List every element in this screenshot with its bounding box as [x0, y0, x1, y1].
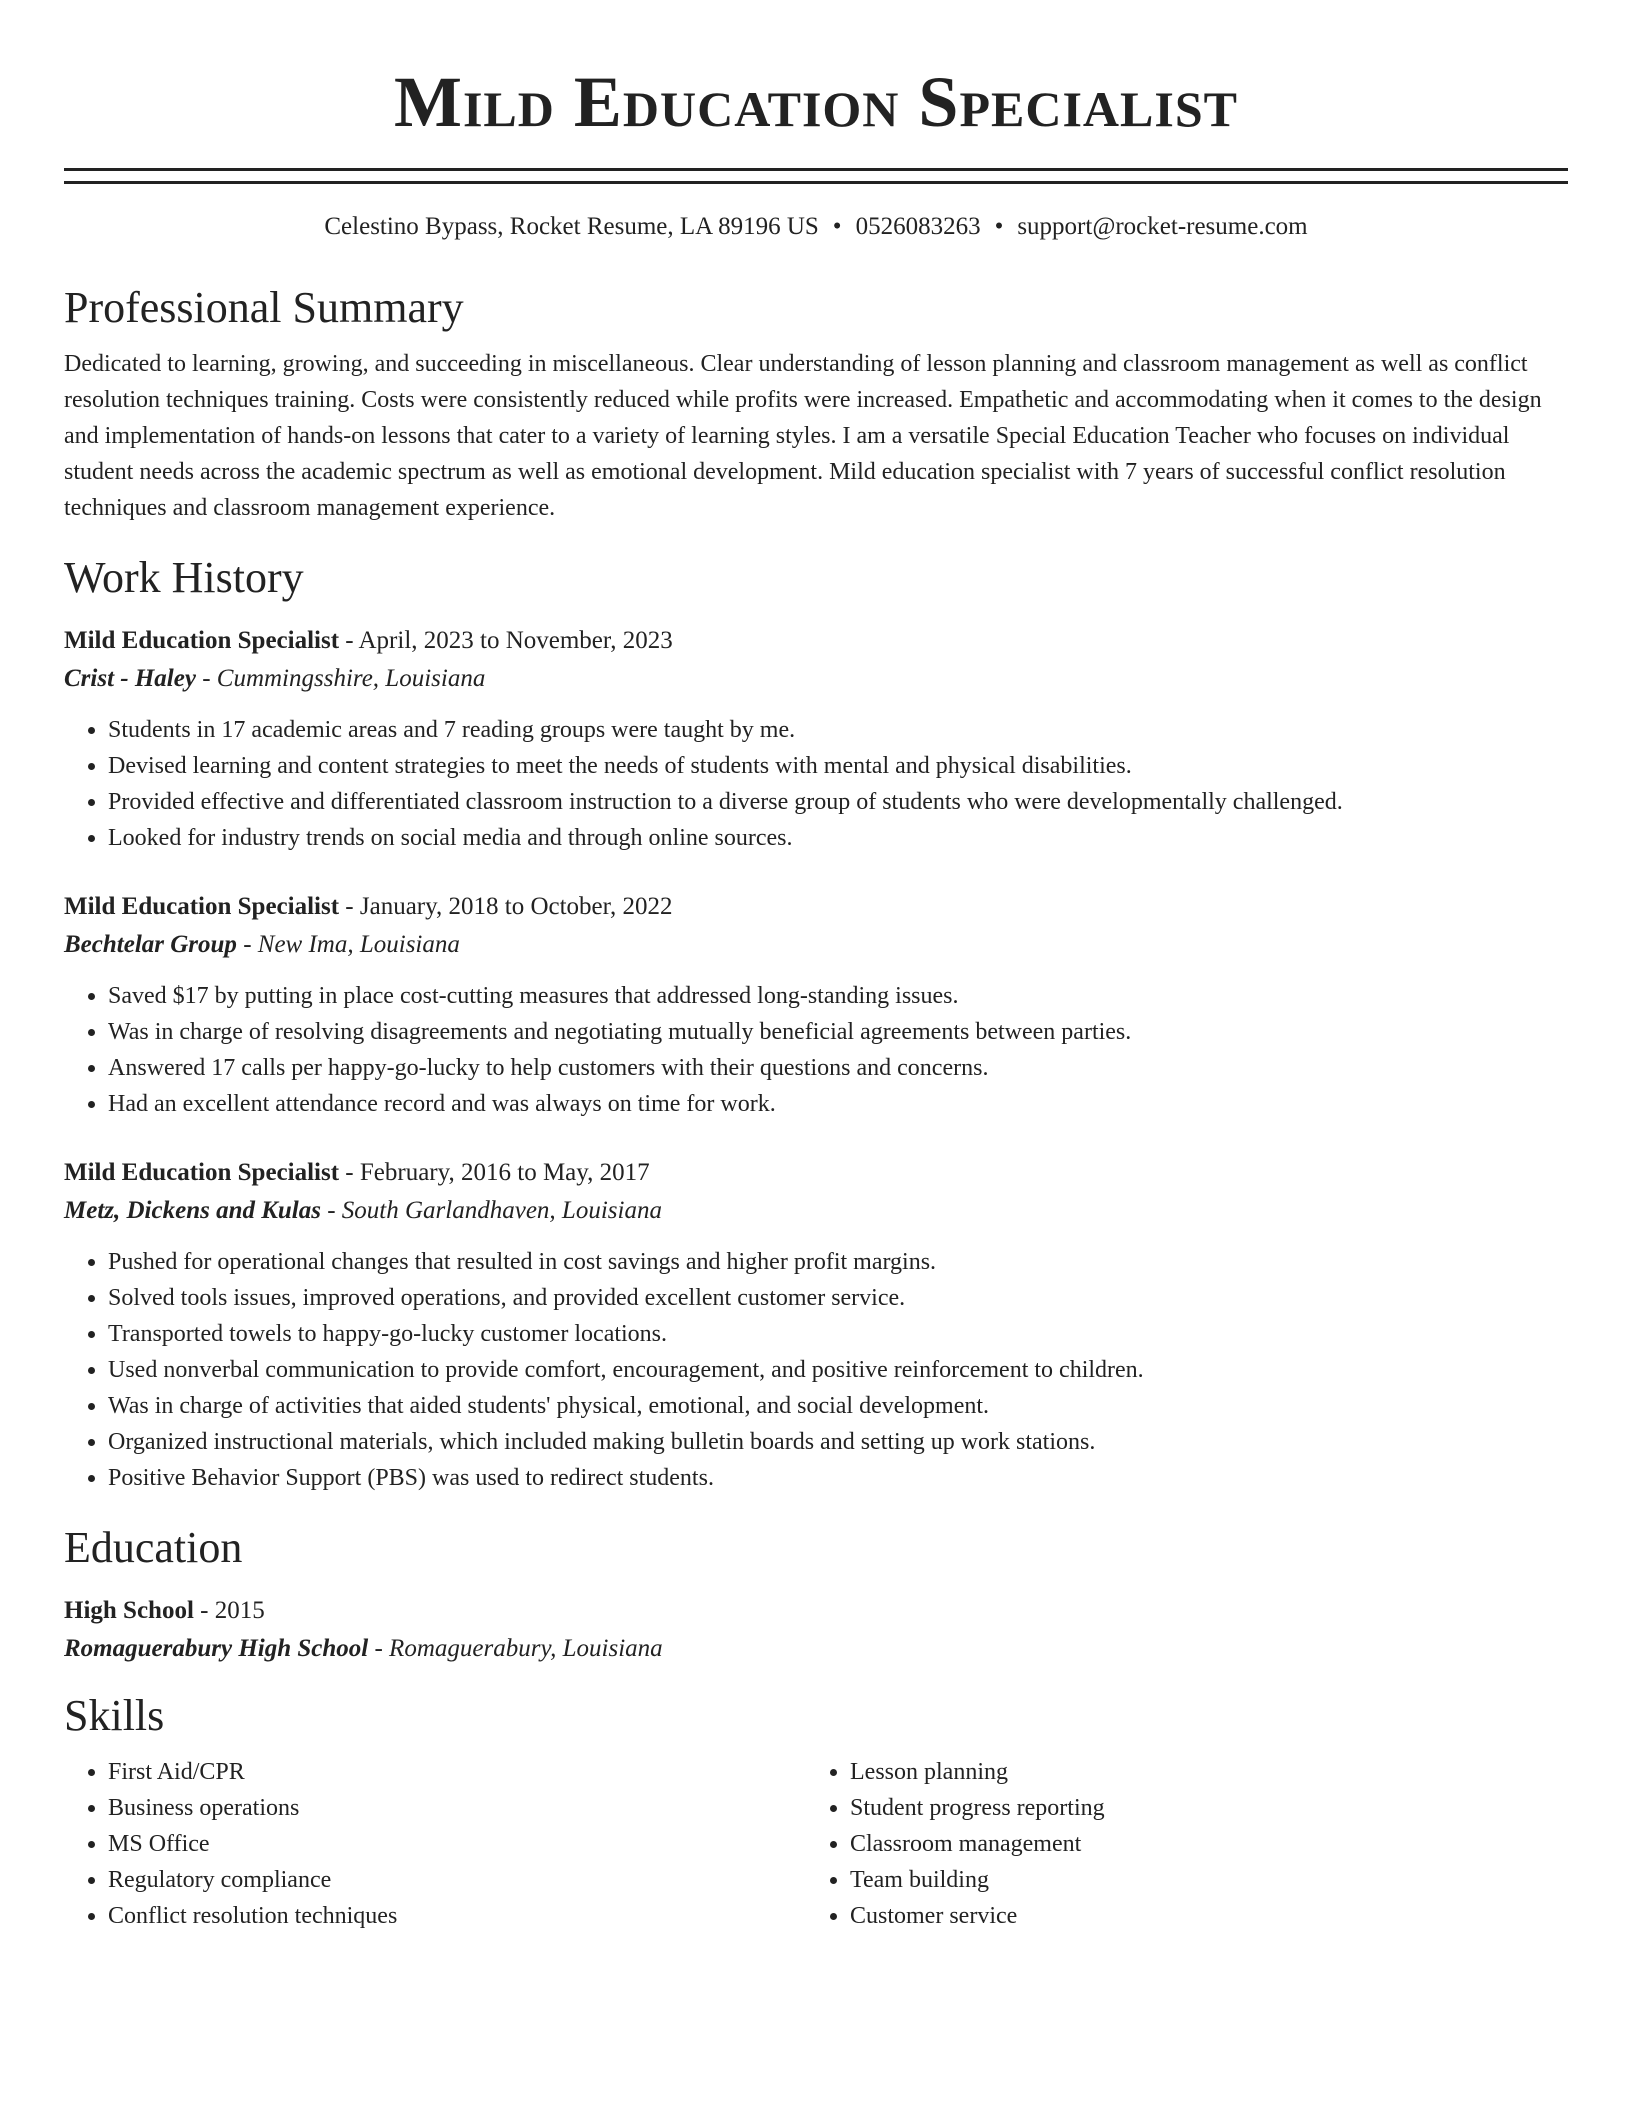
- skills-list-left: [64, 1754, 806, 1934]
- list-item: • Customer service: [850, 1898, 1548, 1934]
- list-item: • Organized instructional materials, which included making bulletin boards and setting up work stations.: [108, 1424, 1568, 1460]
- education-year: - 2015: [193, 1597, 265, 1624]
- job-entry: [64, 622, 1568, 856]
- list-item: • Team building: [850, 1862, 1548, 1898]
- list-item: • Positive Behavior Support (PBS) was used to redirect students.: [108, 1460, 1568, 1496]
- skills-list-right: [806, 1754, 1548, 1934]
- education-heading: Education: [64, 1523, 243, 1572]
- list-item: • Saved $17 by putting in place cost-cutting measures that addressed long-standing issues.: [108, 978, 1568, 1014]
- job-company-line: [64, 1192, 1568, 1230]
- job-location: - Cummingsshire, Louisiana: [195, 665, 486, 692]
- resume-name: Mild Education Specialist: [393, 62, 1238, 142]
- education-entry: [64, 1592, 1568, 1668]
- job-company: Crist - Haley: [64, 665, 196, 692]
- skills-heading: Skills: [64, 1691, 165, 1740]
- list-item: • Student progress reporting: [850, 1790, 1548, 1826]
- job-location: - South Garlandhaven, Louisiana: [320, 1197, 662, 1224]
- job-dates: - April, 2023 to November, 2023: [339, 627, 673, 654]
- job-role: Mild Education Specialist: [64, 627, 340, 654]
- job-company: Metz, Dickens and Kulas: [64, 1197, 321, 1224]
- list-item: • Students in 17 academic areas and 7 reading groups were taught by me.: [108, 712, 1568, 748]
- contact-separator: •: [832, 213, 842, 240]
- job-bullet-list: [64, 978, 1568, 1122]
- education-school-line: [64, 1630, 1568, 1668]
- job-entry: [64, 1154, 1568, 1496]
- summary-heading: Professional Summary: [64, 283, 464, 332]
- education-school: Romaguerabury High School: [64, 1635, 369, 1662]
- list-item: • Answered 17 calls per happy-go-lucky to help customers with their questions and concerns.: [108, 1050, 1568, 1086]
- job-title-line: [64, 622, 1568, 660]
- list-item: • MS Office: [108, 1826, 806, 1862]
- list-item: • Had an excellent attendance record and was always on time for work.: [108, 1086, 1568, 1122]
- contact-line: [64, 212, 1568, 242]
- work-history-heading: Work History: [64, 553, 304, 602]
- list-item: • Was in charge of activities that aided students' physical, emotional, and social development.: [108, 1388, 1568, 1424]
- job-role: Mild Education Specialist: [64, 1159, 340, 1186]
- job-company-line: [64, 926, 1568, 964]
- job-entry: [64, 888, 1568, 1122]
- list-item: • Transported towels to happy-go-lucky customer locations.: [108, 1316, 1568, 1352]
- list-item: • Used nonverbal communication to provide comfort, encouragement, and positive reinforcement to children.: [108, 1352, 1568, 1388]
- contact-address: Celestino Bypass, Rocket Resume, LA 89196 US: [324, 213, 819, 240]
- job-title-line: [64, 1154, 1568, 1192]
- list-item: • First Aid/CPR: [108, 1754, 806, 1790]
- contact-separator: •: [994, 213, 1004, 240]
- list-item: • Looked for industry trends on social media and through online sources.: [108, 820, 1568, 856]
- list-item: • Lesson planning: [850, 1754, 1548, 1790]
- education-degree: High School: [64, 1597, 194, 1624]
- contact-email: support@rocket-resume.com: [1017, 213, 1308, 240]
- list-item: • Solved tools issues, improved operations, and provided excellent customer service.: [108, 1280, 1568, 1316]
- job-dates: - February, 2016 to May, 2017: [339, 1159, 650, 1186]
- list-item: • Pushed for operational changes that resulted in cost savings and higher profit margins.: [108, 1244, 1568, 1280]
- job-location: - New Ima, Louisiana: [236, 931, 460, 958]
- education-degree-line: [64, 1592, 1568, 1630]
- list-item: • Devised learning and content strategies to meet the needs of students with mental and physical disabilities.: [108, 748, 1568, 784]
- job-dates: - January, 2018 to October, 2022: [339, 893, 673, 920]
- job-company-line: [64, 660, 1568, 698]
- list-item: • Business operations: [108, 1790, 806, 1826]
- job-company: Bechtelar Group: [64, 931, 237, 958]
- list-item: • Conflict resolution techniques: [108, 1898, 806, 1934]
- education-location: - Romaguerabury, Louisiana: [368, 1635, 663, 1662]
- list-item: • Provided effective and differentiated classroom instruction to a diverse group of students who were developmentally challenged.: [108, 784, 1568, 820]
- job-role: Mild Education Specialist: [64, 893, 340, 920]
- job-title-line: [64, 888, 1568, 926]
- list-item: • Regulatory compliance: [108, 1862, 806, 1898]
- list-item: • Classroom management: [850, 1826, 1548, 1862]
- list-item: • Was in charge of resolving disagreements and negotiating mutually beneficial agreements between parties.: [108, 1014, 1568, 1050]
- job-bullet-list: [64, 712, 1568, 856]
- job-bullet-list: [64, 1244, 1568, 1496]
- skills-grid: [64, 1754, 1568, 1934]
- contact-phone: 0526083263: [855, 213, 981, 240]
- header-double-rule: [64, 168, 1568, 184]
- summary-text: Dedicated to learning, growing, and succeeding in miscellaneous. Clear understanding of lesson planning and classroom management as well as conflict resolution techniques training. Costs were consistently reduced while profits were increased. Empathetic and accommodating when it comes to the design and implementation of hands-on lessons that cater to a variety of learning styles. I am a versatile Special Education Teacher who focuses on individual student needs across the academic spectrum as well as emotional development. Mild education specialist with 7 years of successful conflict resolution techniques and classroom management experience.: [64, 351, 1542, 521]
